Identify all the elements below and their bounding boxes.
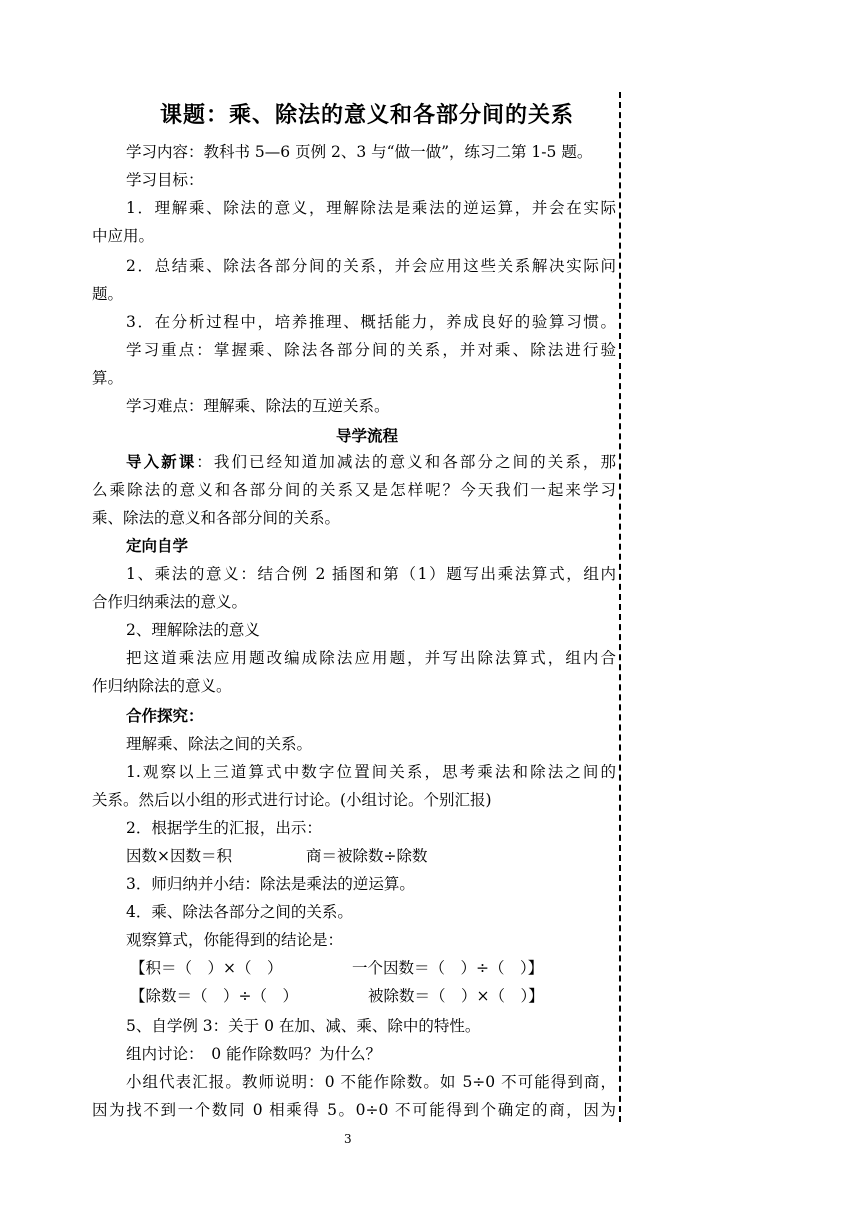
goal-2-line-1: 2．总结乘、除法各部分间的关系，并会应用这些关系解决实际问 xyxy=(126,257,616,275)
self-study-1-line-1: 1、乘法的意义：结合例 2 插图和第（1）题写出乘法算式，组内 xyxy=(126,565,616,583)
blank-formula-dividend: 被除数＝（ ）×（ ）】 xyxy=(368,987,544,1005)
coop-5: 观察算式，你能得到的结论是： xyxy=(126,931,344,949)
lesson-title: 课题：乘、除法的意义和各部分间的关系 xyxy=(160,103,575,128)
intro-line-1 xyxy=(126,452,616,472)
self-study-3-line-2: 作归纳除法的意义。 xyxy=(92,677,232,695)
difficult-points: 学习难点：理解乘、除法的互逆关系。 xyxy=(126,397,390,415)
section-heading-guide: 导学流程 xyxy=(336,427,399,445)
goal-3: 3．在分析过程中，培养推理、概括能力，养成良好的验算习惯。 xyxy=(126,313,616,331)
cooperative-heading: 合作探究： xyxy=(126,707,204,725)
margin-dashed-line xyxy=(619,92,621,1122)
learning-content: 学习内容：教科书 5—6 页例 2、3 与“做一做”，练习二第 1-5 题。 xyxy=(126,143,593,161)
coop-1-line-2: 关系。然后以小组的形式进行讨论。(小组讨论。个别汇报) xyxy=(92,791,492,809)
coop-6: 5、自学例 3：关于 0 在加、减、乘、除中的特性。 xyxy=(126,1017,481,1035)
goal-2-line-2: 题。 xyxy=(92,285,124,303)
blank-formula-factor: 一个因数＝（ ）÷（ ）】 xyxy=(352,959,544,977)
coop-3: 3．师归纳并小结：除法是乘法的逆运算。 xyxy=(126,875,415,893)
key-points-line-1: 学习重点：掌握乘、除法各部分间的关系，并对乘、除法进行验 xyxy=(126,341,616,359)
coop-8-line-1: 小组代表汇报。教师说明：0 不能作除数。如 5÷0 不可能得到商， xyxy=(126,1073,616,1091)
coop-1-line-1: 1.观察以上三道算式中数字位置间关系，思考乘法和除法之间的 xyxy=(126,763,616,781)
coop-7: 组内讨论： 0 能作除数吗？为什么？ xyxy=(126,1045,382,1063)
self-study-1-line-2: 合作归纳乘法的意义。 xyxy=(92,593,248,611)
page-number: 3 xyxy=(344,1132,352,1146)
coop-8-line-2: 因为找不到一个数同 0 相乘得 5。0÷0 不可能得到个确定的商，因为 xyxy=(92,1101,616,1119)
intro-line-3: 乘、除法的意义和各部分间的关系。 xyxy=(92,509,341,527)
self-study-2: 2、理解除法的意义 xyxy=(126,621,260,639)
self-study-3-line-1: 把这道乘法应用题改编成除法应用题，并写出除法算式，组内合 xyxy=(126,649,616,667)
formula-quotient: 商＝被除数÷除数 xyxy=(306,847,428,865)
intro-label: 导入新课 xyxy=(126,453,197,471)
key-points-line-2: 算。 xyxy=(92,369,124,387)
formula-product: 因数×因数＝积 xyxy=(126,847,232,865)
coop-2: 2．根据学生的汇报，出示： xyxy=(126,819,322,837)
blank-formula-divisor: 【除数＝（ ）÷（ ） xyxy=(130,987,298,1005)
goal-1-line-1: 1．理解乘、除法的意义，理解除法是乘法的逆运算，并会在实际 xyxy=(126,199,616,217)
blank-formula-product: 【积＝（ ）×（ ） xyxy=(130,959,283,977)
coop-line-0: 理解乘、除法之间的关系。 xyxy=(126,735,313,753)
goal-1-line-2: 中应用。 xyxy=(92,227,155,245)
intro-text-1: ：我们已经知道加减法的意义和各部分之间的关系，那 xyxy=(196,453,616,471)
learning-goals-label: 学习目标： xyxy=(126,171,204,189)
intro-line-2: 么乘除法的意义和各部分间的关系又是怎样呢？今天我们一起来学习 xyxy=(92,481,616,499)
self-study-heading: 定向自学 xyxy=(126,537,189,555)
coop-4: 4．乘、除法各部分之间的关系。 xyxy=(126,903,353,921)
